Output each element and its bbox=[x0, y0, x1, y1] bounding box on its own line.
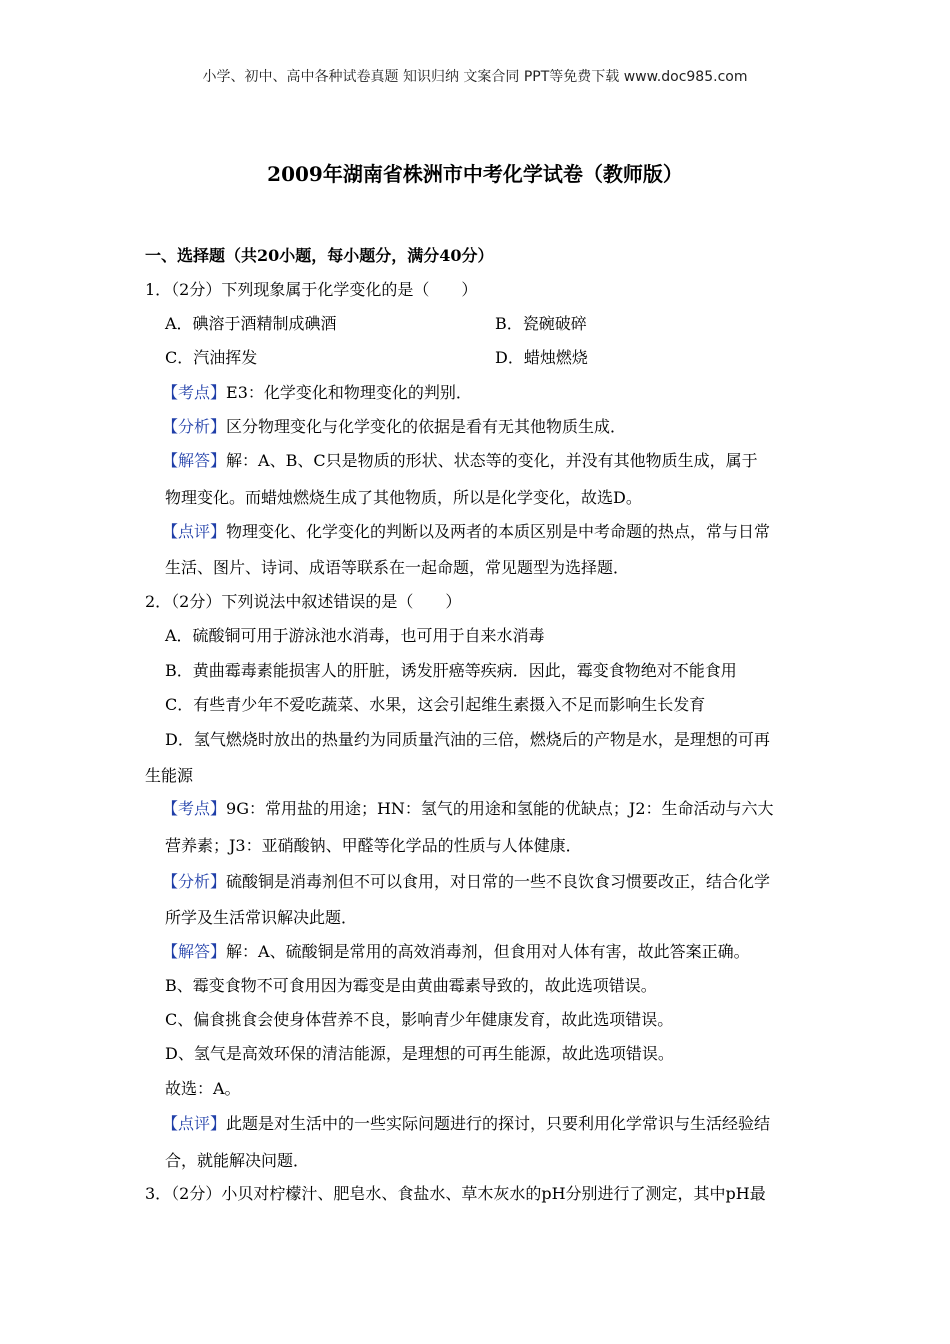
fenxi-text: 硫酸铜是消毒剂但不可以食用，对日常的一些不良饮食习惯要改正，结合化学 bbox=[226, 872, 771, 891]
kaodian-tag: 【考点】 bbox=[162, 383, 227, 402]
question-1-stem: 1．（2分）下列现象属于化学变化的是（ ） bbox=[145, 280, 478, 299]
question-2-option-a: A．硫酸铜可用于游泳池水消毒，也可用于自来水消毒 bbox=[165, 626, 545, 645]
kaodian-tag: 【考点】 bbox=[162, 799, 227, 818]
header-banner: 小学、初中、高中各种试卷真题 知识归纳 文案合同 PPT等免费下载 www.doc985.com bbox=[202, 69, 748, 85]
question-2-dianping-cont: 合，就能解决问题． bbox=[165, 1151, 310, 1170]
dianping-text: 物理变化、化学变化的判断以及两者的本质区别是中考命题的热点，常与日常 bbox=[226, 522, 771, 541]
question-2-fenxi-cont: 所学及生活常识解决此题． bbox=[165, 908, 358, 927]
question-1-option-c: C．汽油挥发 bbox=[165, 348, 258, 367]
question-2-option-c: C．有些青少年不爱吃蔬菜、水果，这会引起维生素摄入不足而影响生长发育 bbox=[165, 695, 706, 714]
kaodian-text: 9G：常用盐的用途；HN：氢气的用途和氢能的优缺点；J2：生命活动与六大 bbox=[226, 799, 774, 818]
dianping-tag: 【点评】 bbox=[162, 1114, 227, 1133]
dianping-text: 此题是对生活中的一些实际问题进行的探讨，只要利用化学常识与生活经验结 bbox=[226, 1114, 771, 1133]
section-heading: 一、选择题（共20小题，每小题分，满分40分） bbox=[145, 246, 494, 265]
question-2-jieda-d: D、氢气是高效环保的清洁能源，是理想的可再生能源，故此选项错误。 bbox=[165, 1044, 674, 1063]
fenxi-tag: 【分析】 bbox=[162, 872, 227, 891]
jieda-tag: 【解答】 bbox=[162, 451, 227, 470]
document-title: 2009年湖南省株洲市中考化学试卷（教师版） bbox=[267, 162, 683, 186]
question-1-kaodian bbox=[162, 383, 472, 403]
question-1-option-d: D．蜡烛燃烧 bbox=[495, 348, 588, 367]
question-1-option-b: B．瓷碗破碎 bbox=[495, 314, 587, 333]
question-2-jieda-b: B、霉变食物不可食用因为霉变是由黄曲霉素导致的，故此选项错误。 bbox=[165, 976, 657, 995]
question-2-stem: 2．（2分）下列说法中叙述错误的是（ ） bbox=[145, 592, 462, 611]
question-2-jieda bbox=[162, 942, 750, 962]
question-2-kaodian bbox=[162, 799, 774, 819]
question-1-dianping-cont: 生活、图片、诗词、成语等联系在一起命题，常见题型为选择题． bbox=[165, 558, 630, 577]
question-2-jieda-c: C、偏食挑食会使身体营养不良，影响青少年健康发育，故此选项错误。 bbox=[165, 1010, 674, 1029]
question-1-option-a: A．碘溶于酒精制成碘酒 bbox=[165, 314, 337, 333]
fenxi-text: 区分物理变化与化学变化的依据是看有无其他物质生成． bbox=[226, 417, 627, 436]
question-1-jieda bbox=[162, 451, 758, 471]
dianping-tag: 【点评】 bbox=[162, 522, 227, 541]
question-1-fenxi bbox=[162, 417, 626, 437]
question-2-jieda-answer: 故选：A。 bbox=[165, 1079, 241, 1098]
question-2-option-d-cont: 生能源 bbox=[145, 766, 194, 785]
jieda-tag: 【解答】 bbox=[162, 942, 227, 961]
question-2-option-d: D．氢气燃烧时放出的热量约为同质量汽油的三倍，燃烧后的产物是水，是理想的可再 bbox=[165, 730, 770, 749]
question-1-jieda-cont: 物理变化。而蜡烛燃烧生成了其他物质，所以是化学变化，故选D。 bbox=[165, 488, 642, 507]
fenxi-tag: 【分析】 bbox=[162, 417, 227, 436]
question-2-fenxi bbox=[162, 872, 770, 892]
jieda-text: 解：A、硫酸铜是常用的高效消毒剂，但食用对人体有害，故此答案正确。 bbox=[226, 942, 750, 961]
jieda-text: 解：A、B、C只是物质的形状、状态等的变化，并没有其他物质生成，属于 bbox=[226, 451, 758, 470]
kaodian-text: E3：化学变化和物理变化的判别． bbox=[226, 383, 472, 402]
question-1-dianping bbox=[162, 522, 770, 542]
question-3-stem: 3．（2分）小贝对柠檬汁、肥皂水、食盐水、草木灰水的pH分别进行了测定，其中pH最 bbox=[145, 1184, 766, 1203]
question-2-kaodian-cont: 营养素；J3：亚硝酸钠、甲醛等化学品的性质与人体健康． bbox=[165, 836, 582, 855]
question-2-dianping bbox=[162, 1114, 770, 1134]
question-2-option-b: B．黄曲霉毒素能损害人的肝脏，诱发肝癌等疾病．因此，霉变食物绝对不能食用 bbox=[165, 661, 737, 680]
